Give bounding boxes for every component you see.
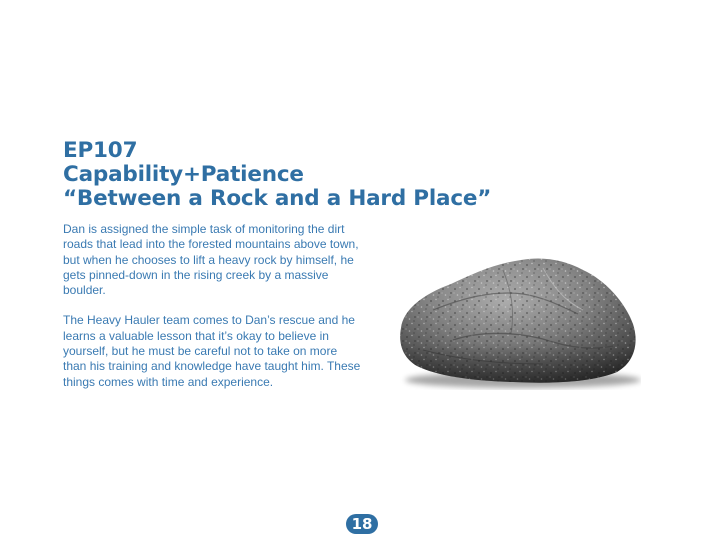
- episode-code: EP107: [63, 138, 138, 163]
- description-paragraph-1: Dan is assigned the simple task of monitoring the dirt roads that lead into the forested mountains above town, but when he chooses to lift a heavy rock by himself, he gets pinned-down in the rising creek by a massive boulder.: [63, 222, 359, 298]
- page-number-badge: 18: [346, 514, 378, 534]
- episode-title: “Between a Rock and a Hard Place”: [63, 186, 492, 211]
- episode-description: [63, 222, 363, 405]
- episode-theme: Capability+Patience: [63, 162, 304, 187]
- description-paragraph-2: The Heavy Hauler team comes to Dan’s rescue and he learns a valuable lesson that it’s okay to believe in yourself, but he must be careful not to take on more than his training and knowledge have taught him. These things comes with time and experience.: [63, 313, 361, 389]
- episode-heading: [63, 139, 493, 211]
- boulder-image: [393, 250, 641, 390]
